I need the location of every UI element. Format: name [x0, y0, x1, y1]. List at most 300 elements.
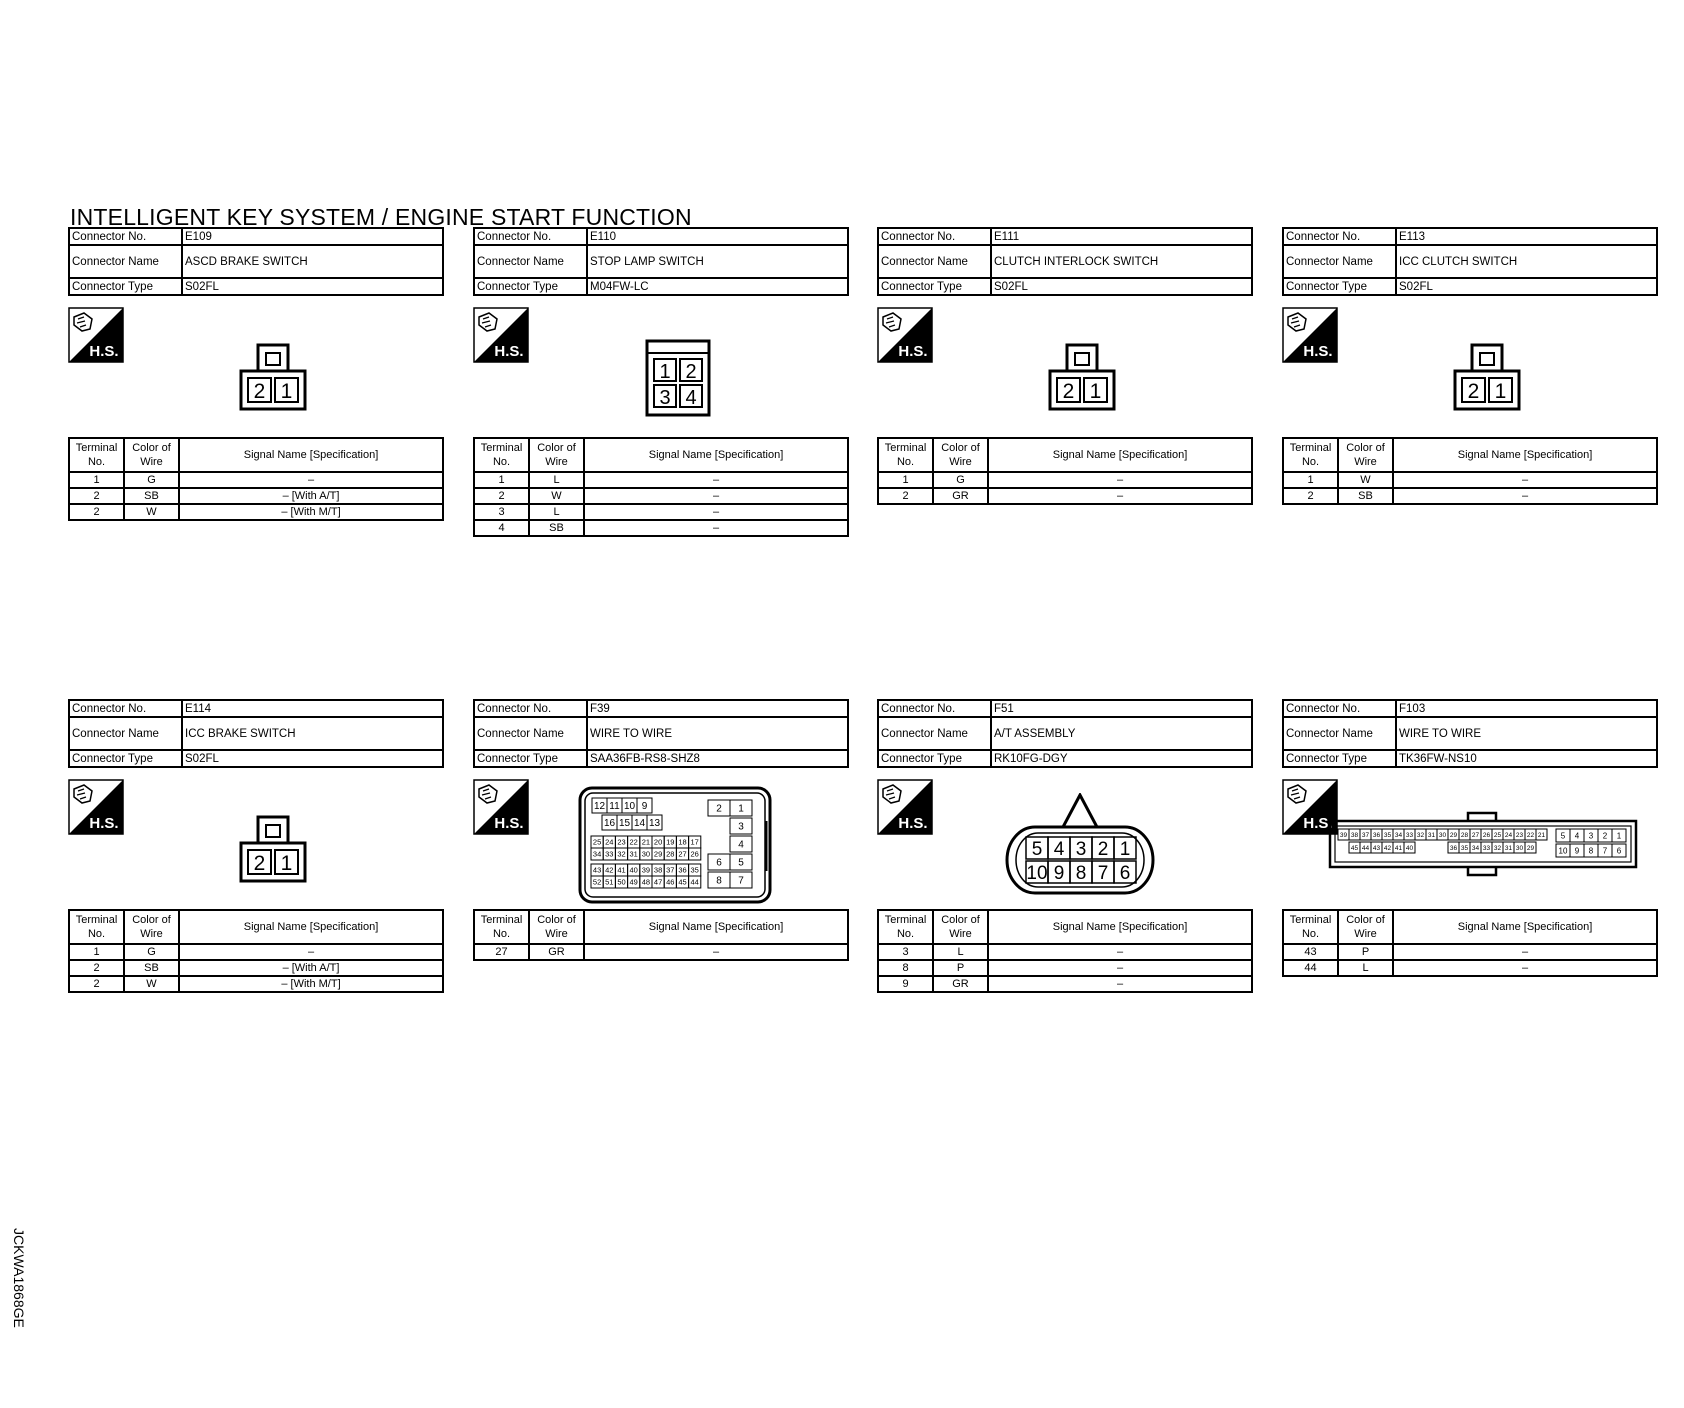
- connector-header-table: [877, 699, 1253, 768]
- connector-block-e114: [68, 699, 444, 990]
- pin-label: 50: [617, 877, 626, 887]
- pin-label: 9: [1053, 862, 1065, 884]
- pin-label: 30: [641, 849, 651, 859]
- pin-label: 8: [716, 875, 722, 887]
- pin-label: 6: [1616, 846, 1622, 856]
- signal-header: Signal Name [Specification]: [1393, 910, 1657, 944]
- pin-label: 19: [666, 837, 675, 847]
- connector-face-f39: [578, 786, 774, 906]
- color-header: Color of Wire: [1338, 438, 1393, 472]
- pin-label: 34: [592, 849, 602, 859]
- pin-label: 25: [592, 837, 602, 847]
- pin-label: 24: [1504, 831, 1513, 839]
- connector-no-value: E109: [182, 228, 443, 245]
- table-row: [69, 488, 443, 504]
- signal-header: Signal Name [Specification]: [584, 910, 848, 944]
- connector-name-value: ICC BRAKE SWITCH: [182, 717, 443, 750]
- connector-header-table: [68, 699, 444, 768]
- terminal-table: [1282, 437, 1658, 505]
- connector-no-label: Connector No.: [69, 228, 182, 245]
- pin-label: 3: [1075, 838, 1087, 860]
- terminal-no: 2: [1283, 488, 1338, 504]
- connector-type-label: Connector Type: [1283, 750, 1396, 767]
- pin-label: 4: [1574, 831, 1580, 841]
- wire-color: G: [124, 472, 179, 488]
- pin-label: 33: [1405, 831, 1414, 839]
- wire-color: L: [529, 472, 584, 488]
- signal-name: –: [179, 944, 443, 960]
- pin-label: 48: [641, 877, 651, 887]
- table-row: [474, 472, 848, 488]
- table-row: [69, 472, 443, 488]
- terminal-no-header: Terminal No.: [474, 438, 529, 472]
- terminal-no: 1: [1283, 472, 1338, 488]
- pin-label: 32: [1493, 844, 1502, 852]
- pin-label: 45: [678, 877, 687, 887]
- pin-label: 2: [1062, 380, 1075, 403]
- pin-label: 34: [1394, 831, 1403, 839]
- terminal-no: 43: [1283, 944, 1338, 960]
- wire-color: GR: [529, 944, 584, 960]
- terminal-table: [473, 437, 849, 537]
- terminal-no: 1: [69, 472, 124, 488]
- f103-pin-grid: [1338, 829, 1626, 857]
- pin-label: 4: [1053, 838, 1065, 860]
- terminal-no: 8: [878, 960, 933, 976]
- pin-label: 51: [605, 877, 614, 887]
- pin-label: 34: [1471, 844, 1480, 852]
- pin-label: 28: [1460, 831, 1469, 839]
- pin-label: 31: [629, 849, 638, 859]
- connector-block-e111: [877, 227, 1253, 502]
- connector-name-label: Connector Name: [69, 717, 182, 750]
- connector-no-label: Connector No.: [1283, 700, 1396, 717]
- wire-color: GR: [933, 488, 988, 504]
- connector-face-s02fl: [238, 815, 308, 885]
- table-row: [474, 504, 848, 520]
- pin-label: 4: [685, 387, 697, 409]
- terminal-no-header: Terminal No.: [878, 438, 933, 472]
- page-title: INTELLIGENT KEY SYSTEM / ENGINE START FUNCTION: [70, 204, 692, 230]
- connector-name-value: WIRE TO WIRE: [1396, 717, 1657, 750]
- table-row: [1283, 960, 1657, 976]
- pin-label: 3: [738, 821, 744, 833]
- wire-color: G: [124, 944, 179, 960]
- table-row: [1283, 944, 1657, 960]
- pin-label: 1: [280, 852, 293, 875]
- signal-header: Signal Name [Specification]: [584, 438, 848, 472]
- connector-face-f103: [1328, 811, 1640, 877]
- connector-header-table: [473, 227, 849, 296]
- signal-name: –: [988, 960, 1252, 976]
- terminal-no: 2: [69, 960, 124, 976]
- connector-no-label: Connector No.: [878, 228, 991, 245]
- color-header: Color of Wire: [124, 438, 179, 472]
- pin-label: 36: [1449, 844, 1458, 852]
- pin-label: 4: [738, 839, 744, 851]
- figure-code: JCKWA1868GE: [11, 1228, 27, 1328]
- connector-type-value: S02FL: [182, 278, 443, 295]
- pin-label: 41: [1394, 844, 1403, 852]
- terminal-no: 3: [878, 944, 933, 960]
- pin-label: 16: [603, 818, 616, 830]
- pin-label: 44: [690, 877, 699, 887]
- pin-label: 30: [1515, 844, 1524, 852]
- terminal-no-header: Terminal No.: [1283, 910, 1338, 944]
- signal-name: –: [988, 944, 1252, 960]
- connector-no-label: Connector No.: [474, 700, 587, 717]
- pin-label: 18: [678, 837, 687, 847]
- pin-label: 7: [1602, 846, 1608, 856]
- pin-label: 3: [1588, 831, 1594, 841]
- connector-no-label: Connector No.: [69, 700, 182, 717]
- signal-name: –: [1393, 472, 1657, 488]
- table-row: [878, 944, 1252, 960]
- table-row: [69, 976, 443, 992]
- signal-name: –: [584, 472, 848, 488]
- connector-no-value: F51: [991, 700, 1252, 717]
- connector-header-table: [877, 227, 1253, 296]
- pin-label: 49: [629, 877, 638, 887]
- signal-name: – [With M/T]: [179, 976, 443, 992]
- pin-label: 39: [1339, 831, 1348, 839]
- pin-label: 29: [1526, 844, 1535, 852]
- connector-type-value: S02FL: [1396, 278, 1657, 295]
- pin-label: 5: [1031, 838, 1043, 860]
- wire-color: G: [933, 472, 988, 488]
- hs-label: H.S.: [89, 815, 119, 832]
- terminal-no: 1: [69, 944, 124, 960]
- terminal-no: 3: [474, 504, 529, 520]
- pin-label: 47: [653, 877, 663, 887]
- hs-label: H.S.: [89, 343, 119, 360]
- pin-label: 30: [1438, 831, 1447, 839]
- pin-label: 6: [1119, 862, 1131, 884]
- hs-label: H.S.: [1303, 343, 1333, 360]
- table-row: [69, 944, 443, 960]
- pin-label: 35: [690, 865, 699, 875]
- signal-name: –: [1393, 488, 1657, 504]
- connector-type-label: Connector Type: [69, 278, 182, 295]
- terminal-no: 44: [1283, 960, 1338, 976]
- terminal-no-header: Terminal No.: [878, 910, 933, 944]
- signal-header: Signal Name [Specification]: [988, 910, 1252, 944]
- connector-face-s02fl: [1452, 343, 1522, 413]
- pin-label: 1: [1616, 831, 1622, 841]
- pin-label: 24: [605, 837, 614, 847]
- pin-label: 2: [1467, 380, 1480, 403]
- terminal-no-header: Terminal No.: [69, 438, 124, 472]
- connector-type-label: Connector Type: [878, 278, 991, 295]
- signal-name: – [With A/T]: [179, 488, 443, 504]
- signal-name: –: [1393, 960, 1657, 976]
- pin-label: 46: [666, 877, 675, 887]
- terminal-no-header: Terminal No.: [474, 910, 529, 944]
- harness-side-icon: [877, 307, 933, 363]
- signal-name: –: [584, 488, 848, 504]
- pin-label: 27: [1471, 831, 1480, 839]
- pin-label: 2: [1097, 838, 1109, 860]
- pin-label: 5: [1560, 831, 1566, 841]
- hs-label: H.S.: [898, 815, 928, 832]
- signal-name: –: [988, 488, 1252, 504]
- signal-name: –: [179, 472, 443, 488]
- connector-name-label: Connector Name: [474, 717, 587, 750]
- pin-label: 42: [605, 865, 614, 875]
- pin-label: 10: [623, 801, 636, 813]
- color-header: Color of Wire: [529, 910, 584, 944]
- pin-label: 2: [716, 803, 722, 815]
- connector-name-value: A/T ASSEMBLY: [991, 717, 1252, 750]
- signal-header: Signal Name [Specification]: [179, 438, 443, 472]
- terminal-no: 27: [474, 944, 529, 960]
- terminal-table: [68, 437, 444, 521]
- connector-type-label: Connector Type: [69, 750, 182, 767]
- signal-header: Signal Name [Specification]: [1393, 438, 1657, 472]
- signal-name: –: [584, 520, 848, 536]
- terminal-table: [877, 437, 1253, 505]
- pin-label: 5: [738, 857, 744, 869]
- pin-label: 21: [1537, 831, 1546, 839]
- pin-label: 15: [618, 818, 631, 830]
- signal-name: – [With M/T]: [179, 504, 443, 520]
- pin-label: 1: [1494, 380, 1507, 403]
- connector-name-label: Connector Name: [878, 717, 991, 750]
- connector-type-value: SAA36FB-RS8-SHZ8: [587, 750, 848, 767]
- connector-no-label: Connector No.: [1283, 228, 1396, 245]
- connector-no-label: Connector No.: [474, 228, 587, 245]
- pin-label: 3: [659, 387, 671, 409]
- wire-color: W: [124, 976, 179, 992]
- pin-label: 44: [1361, 844, 1370, 852]
- table-row: [878, 472, 1252, 488]
- connector-face-s02fl: [1047, 343, 1117, 413]
- table-row: [474, 488, 848, 504]
- connector-type-label: Connector Type: [878, 750, 991, 767]
- connector-header-table: [1282, 227, 1658, 296]
- terminal-no: 2: [69, 504, 124, 520]
- pin-label: 37: [666, 865, 675, 875]
- f39-pin-grid: [591, 798, 752, 888]
- wire-color: SB: [529, 520, 584, 536]
- pin-label: 29: [653, 849, 663, 859]
- pin-label: 35: [1460, 844, 1469, 852]
- pin-label: 40: [1405, 844, 1414, 852]
- pin-label: 10: [1026, 862, 1048, 884]
- pin-label: 9: [1574, 846, 1580, 856]
- terminal-table: [68, 909, 444, 993]
- pin-label: 11: [609, 801, 620, 813]
- connector-header-table: [68, 227, 444, 296]
- connector-type-value: TK36FW-NS10: [1396, 750, 1657, 767]
- pin-label: 32: [1416, 831, 1425, 839]
- connector-name-value: STOP LAMP SWITCH: [587, 245, 848, 278]
- wire-color: P: [933, 960, 988, 976]
- connector-no-value: E110: [587, 228, 848, 245]
- terminal-no: 2: [69, 976, 124, 992]
- pin-label: 33: [605, 849, 614, 859]
- pin-label: 8: [1075, 862, 1087, 884]
- pin-label: 2: [685, 361, 697, 383]
- pin-label: 52: [592, 877, 602, 887]
- pin-label: 2: [253, 852, 266, 875]
- wire-color: L: [1338, 960, 1393, 976]
- connector-type-label: Connector Type: [474, 750, 587, 767]
- connector-type-label: Connector Type: [1283, 278, 1396, 295]
- wire-color: SB: [124, 960, 179, 976]
- wire-color: W: [124, 504, 179, 520]
- color-header: Color of Wire: [529, 438, 584, 472]
- color-header: Color of Wire: [1338, 910, 1393, 944]
- pin-label: 1: [1119, 838, 1131, 860]
- pin-label: 43: [592, 865, 602, 875]
- wire-color: P: [1338, 944, 1393, 960]
- pin-label: 1: [280, 380, 293, 403]
- terminal-no: 2: [474, 488, 529, 504]
- connector-type-value: M04FW-LC: [587, 278, 848, 295]
- pin-label: 1: [1089, 380, 1102, 403]
- hs-label: H.S.: [494, 815, 524, 832]
- connector-block-f51: [877, 699, 1253, 990]
- pin-label: 10: [1558, 846, 1568, 856]
- connector-no-label: Connector No.: [878, 700, 991, 717]
- pin-label: 31: [1427, 831, 1436, 839]
- signal-header: Signal Name [Specification]: [179, 910, 443, 944]
- signal-name: –: [988, 976, 1252, 992]
- color-header: Color of Wire: [933, 910, 988, 944]
- pin-label: 2: [1602, 831, 1608, 841]
- pin-label: 23: [617, 837, 626, 847]
- harness-side-icon: [1282, 307, 1338, 363]
- pin-label: 1: [659, 361, 671, 383]
- connector-name-label: Connector Name: [1283, 717, 1396, 750]
- signal-name: –: [584, 504, 848, 520]
- pin-label: 32: [617, 849, 626, 859]
- pin-label: 38: [653, 865, 663, 875]
- pin-label: 45: [1350, 844, 1359, 852]
- table-row: [1283, 472, 1657, 488]
- wire-color: GR: [933, 976, 988, 992]
- connector-header-table: [1282, 699, 1658, 768]
- pin-label: 23: [1515, 831, 1524, 839]
- terminal-no: 1: [474, 472, 529, 488]
- hs-label: H.S.: [1303, 815, 1333, 832]
- table-row: [878, 488, 1252, 504]
- pin-label: 38: [1350, 831, 1359, 839]
- connector-block-e113: [1282, 227, 1658, 502]
- harness-side-icon: [68, 307, 124, 363]
- wire-color: SB: [124, 488, 179, 504]
- connector-name-label: Connector Name: [69, 245, 182, 278]
- pin-label: 1: [738, 803, 744, 815]
- wire-color: W: [529, 488, 584, 504]
- f51-pin-grid: [1026, 837, 1136, 884]
- connector-name-value: ICC CLUTCH SWITCH: [1396, 245, 1657, 278]
- pin-label: 42: [1383, 844, 1392, 852]
- connector-name-value: WIRE TO WIRE: [587, 717, 848, 750]
- wire-color: L: [933, 944, 988, 960]
- signal-name: – [With A/T]: [179, 960, 443, 976]
- connector-no-value: F103: [1396, 700, 1657, 717]
- connector-block-e109: [68, 227, 444, 518]
- pin-label: 8: [1588, 846, 1594, 856]
- signal-name: –: [1393, 944, 1657, 960]
- table-row: [474, 944, 848, 960]
- connector-name-label: Connector Name: [474, 245, 587, 278]
- pin-label: 41: [617, 865, 626, 875]
- connector-block-f39: [473, 699, 849, 958]
- pin-label: 37: [1361, 831, 1370, 839]
- pin-label: 33: [1482, 844, 1491, 852]
- pin-label: 31: [1504, 844, 1513, 852]
- connector-face-s02fl: [238, 343, 308, 413]
- pin-label: 25: [1493, 831, 1502, 839]
- hs-label: H.S.: [494, 343, 524, 360]
- connector-type-label: Connector Type: [474, 278, 587, 295]
- connector-type-value: RK10FG-DGY: [991, 750, 1252, 767]
- terminal-no: 4: [474, 520, 529, 536]
- pin-label: 36: [1372, 831, 1381, 839]
- table-row: [1283, 488, 1657, 504]
- color-header: Color of Wire: [124, 910, 179, 944]
- connector-type-value: S02FL: [991, 278, 1252, 295]
- connector-no-value: E113: [1396, 228, 1657, 245]
- connector-name-value: ASCD BRAKE SWITCH: [182, 245, 443, 278]
- signal-name: –: [584, 944, 848, 960]
- terminal-table: [1282, 909, 1658, 977]
- pin-label: 17: [690, 837, 699, 847]
- terminal-table: [877, 909, 1253, 993]
- wire-color: SB: [1338, 488, 1393, 504]
- terminal-no-header: Terminal No.: [69, 910, 124, 944]
- harness-side-icon: [473, 307, 529, 363]
- signal-header: Signal Name [Specification]: [988, 438, 1252, 472]
- table-row: [878, 960, 1252, 976]
- harness-side-icon: [68, 779, 124, 835]
- wire-color: L: [529, 504, 584, 520]
- connector-no-value: E111: [991, 228, 1252, 245]
- hs-label: H.S.: [898, 343, 928, 360]
- pin-label: 29: [1449, 831, 1458, 839]
- connector-face-f51: [1005, 793, 1155, 895]
- pin-label: 9: [641, 801, 648, 813]
- pin-label: 14: [633, 818, 646, 830]
- pin-label: 2: [253, 380, 266, 403]
- connector-block-f103: [1282, 699, 1658, 974]
- pin-label: 26: [1482, 831, 1491, 839]
- pin-label: 6: [716, 857, 722, 869]
- connector-face-m04fw: [645, 339, 711, 417]
- pin-label: 36: [678, 865, 687, 875]
- pin-label: 35: [1383, 831, 1392, 839]
- harness-side-icon: [877, 779, 933, 835]
- terminal-no: 9: [878, 976, 933, 992]
- connector-no-value: E114: [182, 700, 443, 717]
- pin-label: 7: [738, 875, 744, 887]
- connector-type-value: S02FL: [182, 750, 443, 767]
- pin-label: 28: [666, 849, 675, 859]
- table-row: [474, 520, 848, 536]
- connector-no-value: F39: [587, 700, 848, 717]
- pin-label: 12: [593, 801, 606, 813]
- pin-label: 39: [641, 865, 651, 875]
- connector-name-label: Connector Name: [1283, 245, 1396, 278]
- terminal-no: 2: [69, 488, 124, 504]
- connector-name-value: CLUTCH INTERLOCK SWITCH: [991, 245, 1252, 278]
- pin-label: 22: [1526, 831, 1535, 839]
- table-row: [69, 504, 443, 520]
- connector-header-table: [473, 699, 849, 768]
